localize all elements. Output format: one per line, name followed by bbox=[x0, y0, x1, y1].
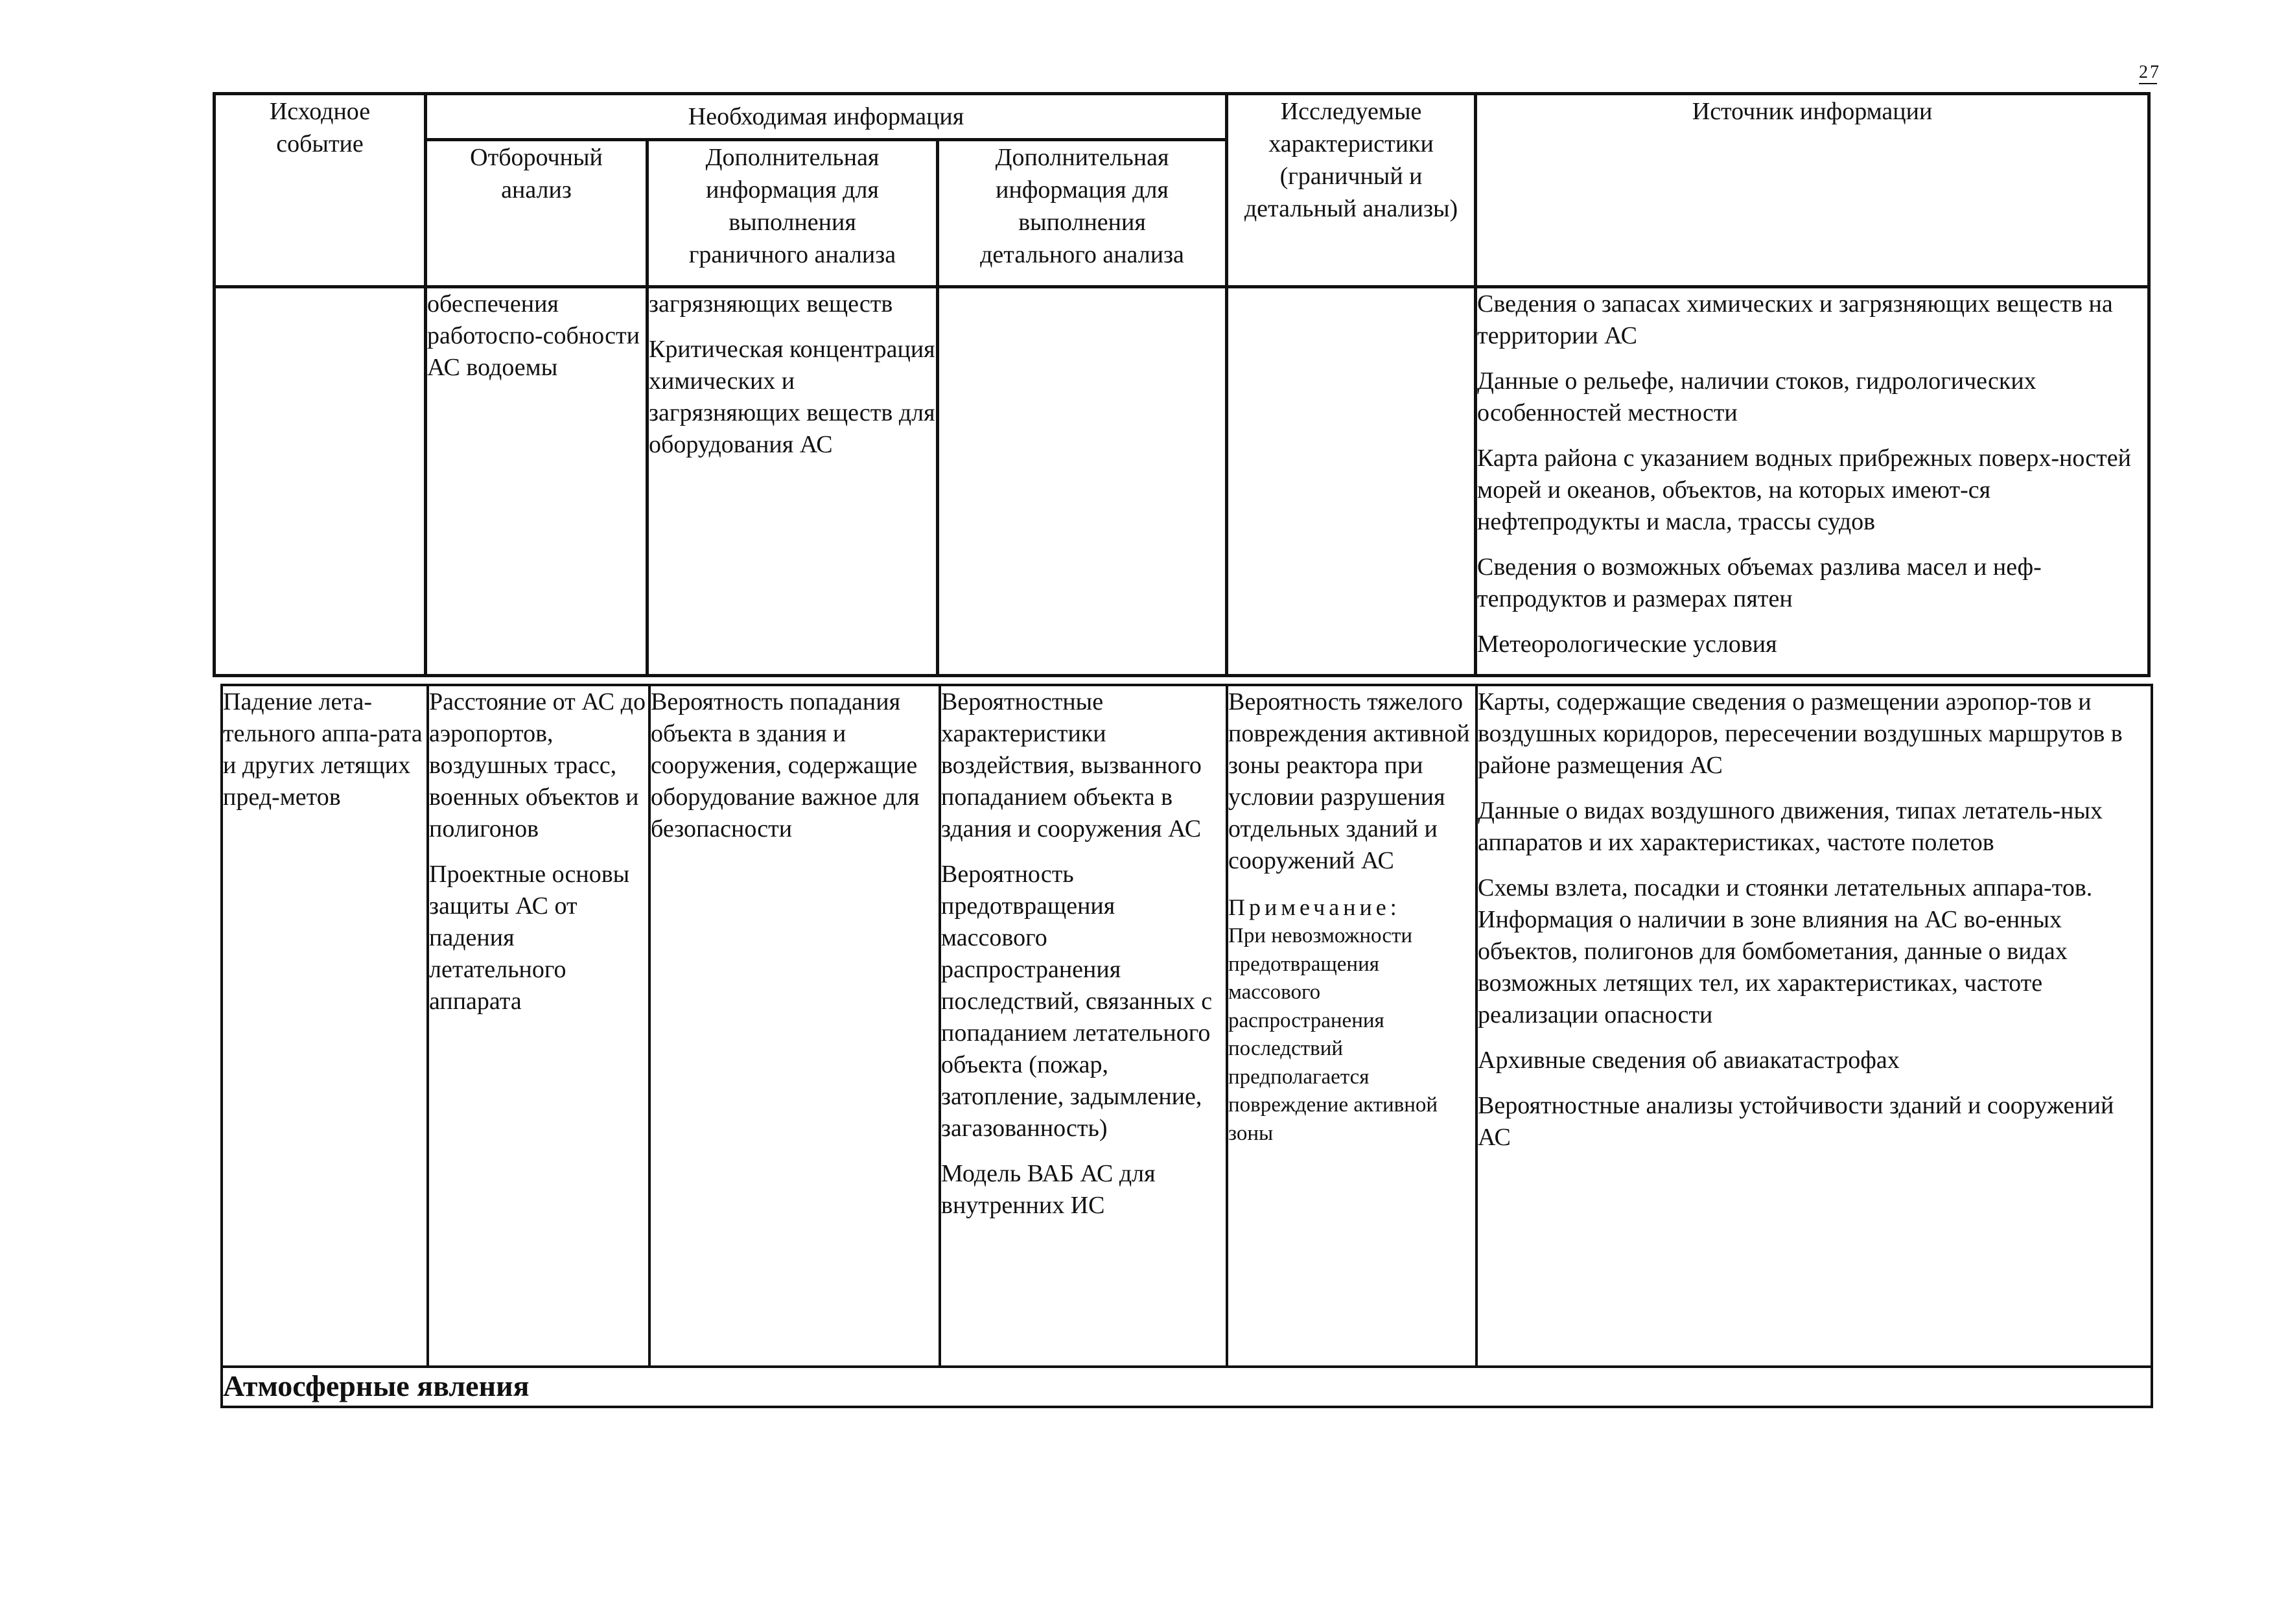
table-row bbox=[215, 287, 2149, 676]
note-label: Примечание: bbox=[1228, 894, 1401, 920]
row1-source-cell: Сведения о запасах химических и загрязняющих веществ на территории АС Данные о рельефе, наличии стоков, гидрологических особенностей местности Карта района с указанием водных прибрежных поверх-ностей морей и океанов, объектов, на которых имеют-ся нефтепродукты и масла, трассы судов Сведения о возможных объемах разлива масел и неф-тепродуктов и размерах пятен Метеорологические условия bbox=[1476, 287, 2149, 676]
note-text: При невозможности предотвращения массового распространения последствий предполагается повреждение активной зоны bbox=[1228, 924, 1438, 1145]
row1-screening-cell: обеспечения работоспо-собности АС водоемы bbox=[426, 287, 648, 676]
row1-boundary-cell: загрязняющих веществ Критическая концентрация химических и загрязняющих веществ для оборудования АС bbox=[648, 287, 938, 676]
header-boundary-info: Дополнительная информация для выполнения граничного анализа bbox=[648, 140, 938, 287]
row2-boundary-cell: Вероятность попадания объекта в здания и сооружения, содержащие оборудование важное для безопасности bbox=[649, 685, 940, 1367]
row2-event-cell: Падение лета-тельного аппа-рата и других летящих пред-метов bbox=[222, 685, 428, 1367]
row1-event-cell bbox=[215, 287, 426, 676]
header-required-info: Необходимая информация bbox=[426, 94, 1227, 140]
row1-characteristics-cell bbox=[1227, 287, 1476, 676]
row2-source-cell: Карты, содержащие сведения о размещении аэропор-тов и воздушных коридоров, пересечении воздушных маршрутов в районе размещения АС Данные о видах воздушного движения, типах летатель-ных аппаратов и их характеристиках, частоте полетов Схемы взлета, посадки и стоянки летательных аппара-тов. Информация о наличии в зоне влияния на АС во-енных объектов, полигонов для бомбометания, данные о видах возможных летящих тел, их характеристиках, частоте реализации опасности Архивные сведения об авиакатастрофах Вероятностные анализы устойчивости зданий и сооружений АС bbox=[1476, 685, 2152, 1367]
header-detailed-info: Дополнительная информация для выполнения детального анализа bbox=[938, 140, 1227, 287]
row2-characteristics-cell: Вероятность тяжелого повреждения активной зоны реактора при условии разрушения отдельных зданий и сооружений АС Примечание: При невозможности предотвращения массового распространения последствий предполагается повреждение активной зоны bbox=[1227, 685, 1476, 1367]
section-row bbox=[222, 1367, 2152, 1407]
section-title: Атмосферные явления bbox=[222, 1367, 2152, 1407]
header-initial-event: Исходное событие bbox=[215, 94, 426, 287]
header-screening: Отборочный анализ bbox=[426, 140, 648, 287]
table-row bbox=[222, 685, 2152, 1367]
page-number: 27 bbox=[2139, 62, 2161, 82]
header-row-1 bbox=[215, 94, 2149, 140]
table-upper bbox=[213, 92, 2151, 677]
row2-screening-cell: Расстояние от АС до аэропортов, воздушных трасс, военных объектов и полигонов Проектные основы защиты АС от падения летательного аппарата bbox=[428, 685, 649, 1367]
row2-detailed-cell: Вероятностные характеристики воздействия, вызванного попаданием объекта в здания и сооружения АС Вероятность предотвращения массового распространения последствий, связанных с попаданием летательного объекта (пожар, затопление, задымление, загазованность) Модель ВАБ АС для внутренних ИС bbox=[940, 685, 1227, 1367]
header-characteristics: Исследуемые характеристики (граничный и детальный анализы) bbox=[1227, 94, 1476, 287]
header-source: Источник информации bbox=[1476, 94, 2149, 287]
page-number-rule bbox=[2139, 83, 2157, 84]
table-lower bbox=[220, 684, 2153, 1408]
row1-detailed-cell bbox=[938, 287, 1227, 676]
